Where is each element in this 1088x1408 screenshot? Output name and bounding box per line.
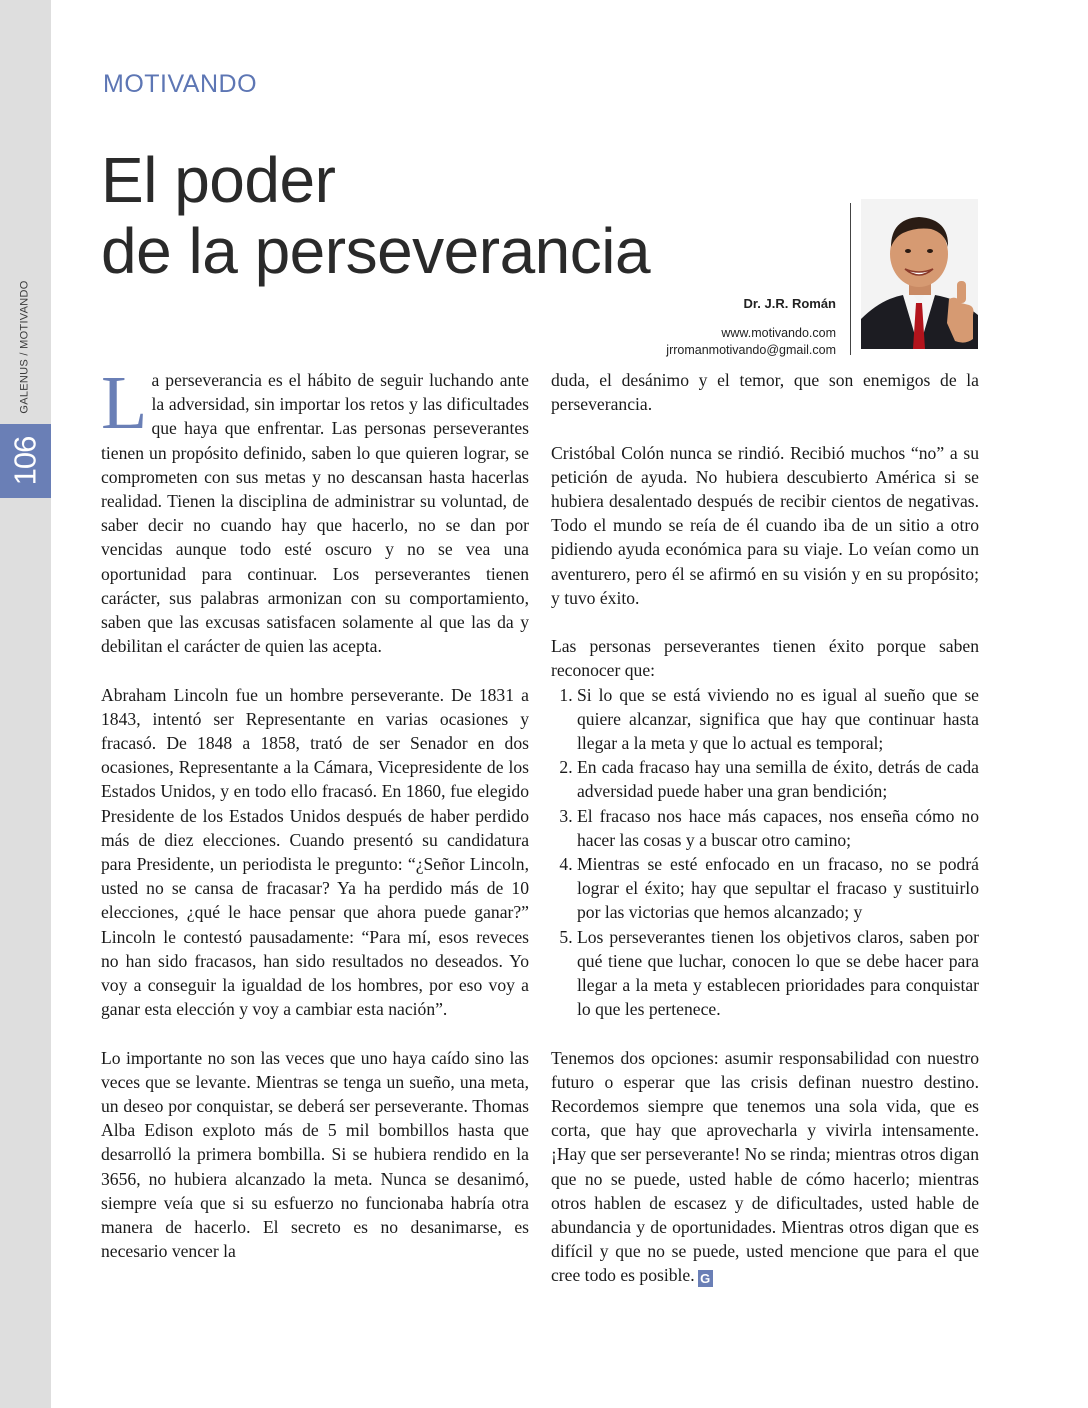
running-head [8,274,42,420]
paragraph-5-intro: Las personas perseverantes tienen éxito porque saben reconocer que: [551,636,979,681]
reasons-list [551,683,979,1022]
running-head-text: GALENUS / MOTIVANDO [19,280,31,414]
author-portrait-icon [861,199,978,349]
paragraph-3: Lo importante no son las veces que uno haya caído sino las veces que se levante. Mientras se tenga un sueño, una meta, un deseo por conquistar, se deberá ser perseverante. Thomas Alba Edison exploto más de 5 mil bombillos hasta que desarrolló la primera bombilla. Si se hubiera rendido en la 3656, no hubiera alcanzado la meta. Nunca se desanimó, siempre veía que si su esfuerzo no funcionaba habría otra manera de hacerlo. El secreto es no desanimarse, es necesario vencer la [101,1047,529,1262]
column-left [101,361,529,1288]
list-item: 4. Mientras se esté enfocado en un fracaso, no se podrá lograr el éxito; hay que sepultar el fracaso y sustituirlo por las victorias que hemos alcanzado; y [577,852,979,925]
drop-cap: L [101,361,148,445]
author-website: www.motivando.com [721,326,836,340]
column-right [551,368,979,1312]
side-strip [0,0,51,1408]
end-mark-icon: G [698,1270,713,1287]
author-byline [666,296,836,359]
paragraph-4: Cristóbal Colón nunca se rindió. Recibió muchos “no” a su petición de ayuda. No hubiera descubierto América si se hubiera desalentado después de recibir cientos de negativas. Todo el mundo se reía de él cuando iba de un sitio a otro pidiendo ayuda económica para su viaje. Lo veían como un aventurero, pero él se afirmó en su visión y en su propósito; y tuvo éxito. [551,442,979,608]
paragraph-6 [551,1046,979,1288]
paragraph-1 [101,361,529,658]
paragraph-3-continued: duda, el desánimo y el temor, que son enemigos de la perseverancia. [551,370,979,415]
page-number: 106 [7,436,43,486]
paragraph-6-text: Tenemos dos opciones: asumir responsabilidad con nuestro futuro o esperar que las crisis definan nuestro destino. Recordemos siempre que tenemos una sola vida, que es corta, que hay que aprovecharla y vivirla intensamente. ¡Hay que ser perseverante! No se rinda; mientras otros digan que no se puede, usted hable de cómo hacerlo; mientras otros hablen de escasez y de dificultades, usted hable de abundancia y de oportunidades. Mientras otros digan que es difícil y que no se puede, usted mencione que para el que cree todo es posible. [551,1047,979,1286]
list-item: 5. Los perseverantes tienen los objetivos claros, saben por qué tiene que luchar, conocen lo que se debe hacer para llegar a la meta y establecen prioridades para conquistar lo que les pertenece. [577,925,979,1022]
author-divider [850,203,851,355]
title-line-2: de la perseverancia [101,215,651,287]
author-email: jrromanmotivando@gmail.com [666,343,836,357]
list-item: 3. El fracaso nos hace más capaces, nos enseña cómo no hacer las cosas y a buscar otro camino; [577,804,979,852]
section-label: MOTIVANDO [103,70,258,98]
title-line-1: El poder [101,144,336,216]
article-title [101,145,821,287]
author-name: Dr. J.R. Román [743,296,836,311]
author-photo [861,199,978,349]
page-number-tab [0,424,51,498]
paragraph-1-text: a perseverancia es el hábito de seguir luchando ante la adversidad, sin importar los retos y las dificultades que haya que enfrentar. Las personas perseverantes tienen un propósito definido, saben lo que quieren lograr, se comprometen con sus metas y no descansan hasta hacerlas realidad. Tienen la disciplina de administrar su voluntad, de saber decir no cuando hay que hacerlo, no se dan por vencidas aunque todo esté oscuro y no se vea una oportunidad para continuar. Los perseverantes tienen carácter, sus palabras armonizan con su comportamiento, saben que las excusas satisfacen solamente al que las da y debilitan el carácter de quien las acepta. [101,370,529,657]
list-item: 2. En cada fracaso hay una semilla de éxito, detrás de cada adversidad puede haber una gran bendición; [577,755,979,803]
paragraph-2: Abraham Lincoln fue un hombre perseverante. De 1831 a 1843, intentó ser Representante en varias ocasiones y fracasó. De 1848 a 1858, trató de ser Senador en dos ocasiones, Representante a la Cámara, Vicepresidente de los Estados Unidos, y en todo ello fracasó. En 1860, fue elegido Presidente de los Estados Unidos después de haber perdido más de diez elecciones. Cuando presentó su candidatura para Presidente, un periodista le pregunto: “¿Señor Lincoln, usted no se cansa de fracasar? Ya ha perdido más de 10 elecciones, ¿qué le hace pensar que ahora puede ganar?” Lincoln le contestó pausadamente: “Para mí, esos reveces no han sido fracasos, han sido resultados no deseados. Yo voy a conseguir la igualdad de los hombres, por eso voy a ganar esta elección y voy a cambiar esta nación”. [101,684,529,1020]
list-item: 1. Si lo que se está viviendo no es igual al sueño que se quiere alcanzar, significa que hay que continuar hasta llegar a la meta y que lo actual es temporal; [577,683,979,756]
